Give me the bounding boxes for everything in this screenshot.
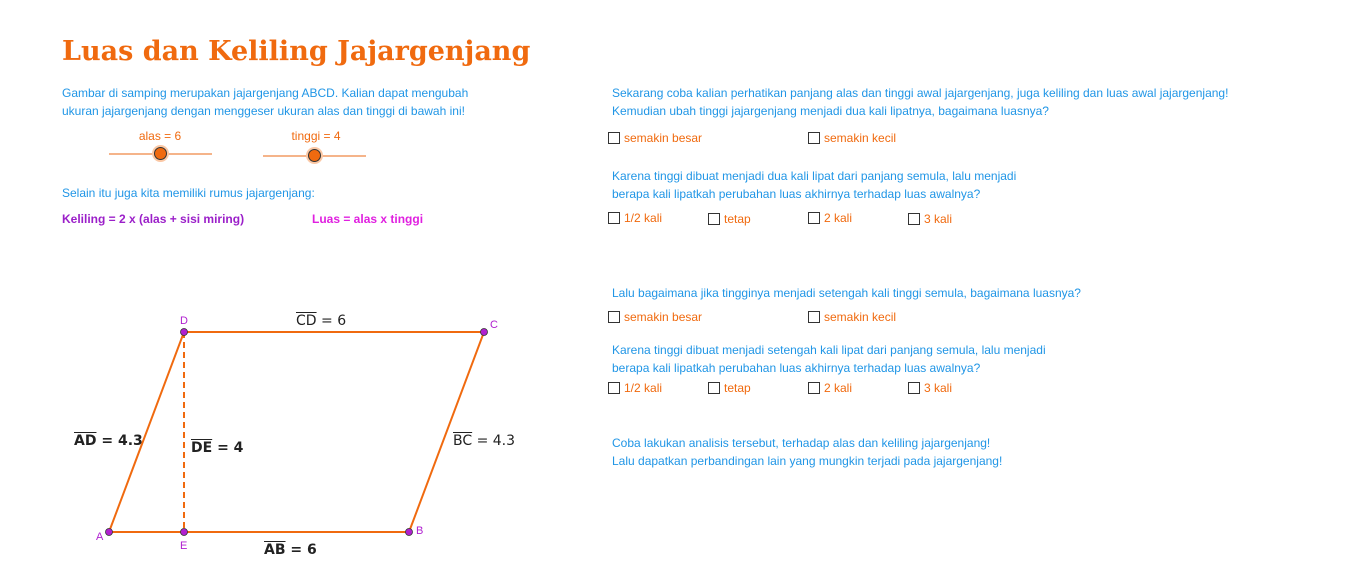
question-1-line-2: Kemudian ubah tinggi jajargenjang menjadi dua kali lipatnya, bagaimana luasnya? (612, 104, 1049, 118)
page-title: Luas dan Keliling Jajargenjang (62, 36, 531, 67)
checkbox-icon[interactable] (808, 382, 820, 394)
edge-da (109, 332, 184, 532)
segment-label-bc (453, 433, 515, 449)
question-2-text (612, 167, 1016, 203)
question-4-line-1: Karena tinggi dibuat menjadi setengah kali lipat dari panjang semula, lalu menjadi (612, 343, 1046, 357)
segment-value-bc: = 4.3 (476, 433, 516, 449)
q4-option-label: 2 kali (824, 381, 853, 395)
intro-line-2: ukuran jajargenjang dengan menggeser ukuran alas dan tinggi di bawah ini! (62, 104, 465, 118)
checkbox-icon[interactable] (608, 212, 620, 224)
question-3-text (612, 284, 1081, 302)
point-label-d: D (180, 315, 188, 327)
checkbox-icon[interactable] (808, 212, 820, 224)
segment-label-cd (296, 313, 346, 329)
point-b[interactable] (406, 529, 413, 536)
question-4-line-2: berapa kali lipatkah perubahan luas akhirnya terhadap luas awalnya? (612, 361, 981, 375)
checkbox-icon[interactable] (808, 132, 820, 144)
q3-option-label: semakin kecil (824, 310, 897, 324)
question-1-line-1: Sekarang coba kalian perhatikan panjang alas dan tinggi awal jajargenjang, juga keliling dan luas awal jajargenjang! (612, 86, 1229, 100)
formula-luas: Luas = alas x tinggi (312, 212, 424, 226)
checkbox-icon[interactable] (708, 382, 720, 394)
q1-option-semakin-besar[interactable] (608, 131, 702, 145)
segment-label-de (191, 440, 243, 456)
segment-value-ad: = 4.3 (101, 433, 143, 449)
q2-option-tetap[interactable] (708, 212, 751, 226)
point-a[interactable] (106, 529, 113, 536)
question-4-text (612, 341, 1046, 377)
q2-option-3-kali[interactable] (908, 212, 952, 226)
q2-option-2-kali[interactable] (808, 211, 852, 225)
checkbox-icon[interactable] (608, 132, 620, 144)
question-2-line-2: berapa kali lipatkah perubahan luas akhirnya terhadap luas awalnya? (612, 187, 981, 201)
tinggi-slider-label: tinggi = 4 (291, 129, 341, 143)
closing-line-1: Coba lakukan analisis tersebut, terhadap alas dan keliling jajargenjang! (612, 436, 991, 450)
intro-line-1: Gambar di samping merupakan jajargenjang ABCD. Kalian dapat mengubah (62, 86, 469, 100)
point-label-b: B (416, 525, 424, 537)
point-label-e: E (180, 540, 188, 552)
q3-option-semakin-kecil[interactable] (808, 310, 896, 324)
question-2-line-1: Karena tinggi dibuat menjadi dua kali lipat dari panjang semula, lalu menjadi (612, 169, 1017, 183)
segment-label-ad (74, 433, 143, 449)
segment-name-de: $\overline{DE}$ (191, 440, 213, 456)
checkbox-icon[interactable] (608, 311, 620, 323)
edge-bc (409, 332, 484, 532)
q4-option-label: 1/2 kali (624, 381, 663, 395)
q2-option-label: tetap (724, 212, 751, 226)
q4-option-2-kali[interactable] (808, 381, 852, 395)
checkbox-icon[interactable] (708, 213, 720, 225)
q3-option-label: semakin besar (624, 310, 703, 324)
checkbox-icon[interactable] (908, 382, 920, 394)
segment-name-cd: $\overline{CD}$ (296, 313, 317, 329)
segment-name-ab: $\overline{AB}$ (264, 542, 286, 558)
checkbox-icon[interactable] (808, 311, 820, 323)
point-label-a: A (96, 531, 104, 543)
q1-option-label: semakin besar (624, 131, 703, 145)
segment-name-ad: $\overline{AD}$ (74, 433, 97, 449)
point-d[interactable] (181, 329, 188, 336)
checkbox-icon[interactable] (908, 213, 920, 225)
question-1-text (612, 84, 1228, 120)
q1-option-label: semakin kecil (824, 131, 897, 145)
closing-line-2: Lalu dapatkan perbandingan lain yang mungkin terjadi pada jajargenjang! (612, 454, 1003, 468)
segment-label-ab (264, 542, 317, 558)
closing-text (612, 434, 1002, 470)
parallelogram-figure (0, 0, 560, 568)
q2-option-label: 2 kali (824, 211, 853, 225)
q4-option-label: tetap (724, 381, 751, 395)
segment-value-cd: = 6 (321, 313, 347, 329)
point-c[interactable] (481, 329, 488, 336)
q4-option-tetap[interactable] (708, 381, 751, 395)
segment-value-de: = 4 (217, 440, 244, 456)
q4-option-3-kali[interactable] (908, 381, 952, 395)
q4-option-setengah-kali[interactable] (608, 381, 662, 395)
q2-option-label: 1/2 kali (624, 211, 663, 225)
formula-keliling: Keliling = 2 x (alas + sisi miring) (62, 212, 245, 226)
formula-intro: Selain itu juga kita memiliki rumus jajargenjang: (62, 186, 315, 200)
point-e[interactable] (181, 529, 188, 536)
q3-option-semakin-besar[interactable] (608, 310, 702, 324)
q2-option-setengah-kali[interactable] (608, 211, 662, 225)
point-label-c: C (490, 319, 498, 331)
segment-value-ab: = 6 (290, 542, 317, 558)
question-3-line-1: Lalu bagaimana jika tingginya menjadi setengah kali tinggi semula, bagaimana luasnya? (612, 286, 1081, 300)
q4-option-label: 3 kali (924, 381, 953, 395)
checkbox-icon[interactable] (608, 382, 620, 394)
alas-slider-label: alas = 6 (138, 129, 182, 143)
q2-option-label: 3 kali (924, 212, 953, 226)
q1-option-semakin-kecil[interactable] (808, 131, 896, 145)
segment-name-bc: $\overline{BC}$ (453, 433, 473, 449)
